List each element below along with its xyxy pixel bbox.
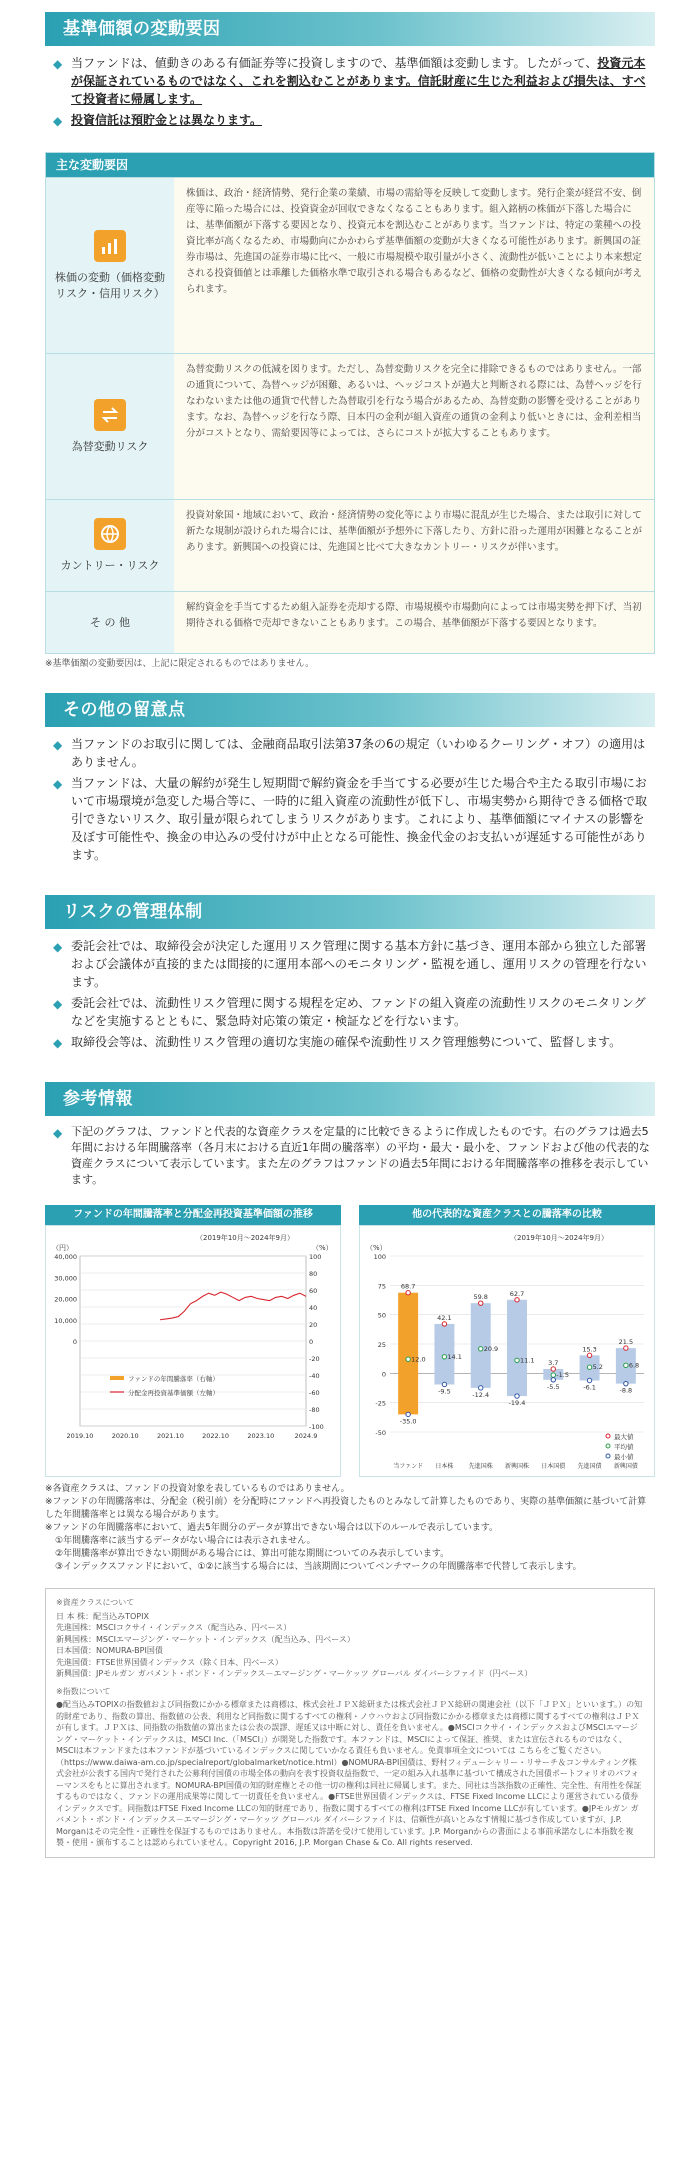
factor-row-country (46, 499, 654, 591)
legend-swatch-returns (110, 1376, 124, 1380)
avg-data-label: -1.5 (556, 1371, 569, 1380)
stock-chart-icon (94, 230, 126, 262)
legend-label: 平均値 (614, 1443, 634, 1452)
volatility-bullet-1 (53, 54, 655, 108)
y-left-tick-label: 40,000 (54, 1253, 77, 1262)
avg-data-label: 6.8 (628, 1361, 640, 1370)
right-chart-svg (360, 1226, 654, 1476)
diamond-icon: ◆ (53, 777, 63, 792)
avg-marker (442, 1355, 446, 1359)
legend-label: 最小値 (614, 1453, 634, 1462)
bullet-emphasis: 投資信託は預貯金とは異なります。 (71, 113, 263, 127)
category-label: 日本国債 (541, 1463, 566, 1471)
x-tick-label: 2023.10 (247, 1432, 275, 1441)
max-marker (515, 1298, 519, 1302)
min-data-label: -12.4 (472, 1390, 490, 1399)
avg-marker (587, 1365, 591, 1369)
footnote: ①年間騰落率に該当するデータがない場合には表示されません。 (55, 1536, 316, 1547)
legend-label-returns: ファンドの年間騰落率（右軸） (128, 1375, 219, 1384)
category-label: 先進国債 (577, 1463, 602, 1471)
bullet-text: 当ファンドは、大量の解約が発生し短期間で解約資金を手当てする必要が生じた場合や主たる取引市場において市場環境が急変した場合等に、一時的に組入資産の流動性が低下し、市場実勢から期待できる価格で取引できないリスク、取引量が限られてしまうリスクがあります。これにより、基準価額にマイナスの影響を及ぼす可能性や、換金の申込みの受付けが中止となる可能性、換金代金のお支払いが遅延する可能性があります。 (71, 776, 648, 863)
y-right-tick-label: 20 (309, 1321, 318, 1330)
assets-title: ※資産クラスについて (56, 1598, 135, 1608)
risk-bullets (45, 929, 655, 1060)
chart-period: （2019年10月〜2024年9月） (196, 1234, 294, 1243)
min-marker (551, 1378, 555, 1382)
avg-marker (406, 1357, 410, 1361)
bullet-emphasis: 投資元本が保証されているものではなく、これを割込むことがあります。信託財産に生じた利益および損失は、すべて投資者に帰属します。 (71, 56, 646, 106)
min-marker (624, 1382, 628, 1386)
max-data-label: 59.8 (473, 1293, 488, 1302)
footnote: ※ファンドの年間騰落率において、過去5年間分のデータが算出できない場合は以下のルールで表示しています。 (45, 1523, 499, 1534)
asset-line: 日 本 株：配当込みTOPIX (56, 1611, 149, 1621)
category-label: 当ファンド (393, 1463, 424, 1471)
legend-marker (606, 1434, 610, 1438)
y-right-tick-label: 40 (309, 1304, 318, 1313)
section-heading-volatility: 基準価額の変動要因 (45, 12, 655, 46)
y-right-unit: （%） (312, 1244, 333, 1253)
factor-row-other (46, 591, 654, 653)
y-right-tick-label: -80 (309, 1406, 320, 1415)
left-chart-svg (46, 1226, 340, 1476)
y-right-tick-label: 60 (309, 1287, 318, 1296)
legend-label: 最大値 (614, 1433, 634, 1442)
factor-row-stock (46, 177, 654, 353)
max-data-label: 21.5 (618, 1338, 634, 1347)
y-left-tick-label: 20,000 (54, 1295, 77, 1304)
other-bullet-1 (53, 735, 655, 771)
diamond-icon: ◆ (53, 57, 63, 71)
y-right-tick-label: -100 (309, 1423, 324, 1432)
index-title: ※指数について (56, 1686, 111, 1696)
exchange-icon (94, 399, 126, 431)
bullet-text: 委託会社では、取締役会が決定した運用リスク管理に関する基本方針に基づき、運用本部から独立した部署および会議体が直接的または間接的に運用本部へのモニタリング・監視を通し、運用リスクの管理を行ないます。 (71, 939, 647, 990)
section-heading-other: その他の留意点 (45, 693, 655, 727)
y-left-tick-label: 30,000 (54, 1274, 77, 1283)
x-tick-label: 2019.10 (66, 1432, 94, 1441)
max-data-label: 3.7 (548, 1359, 559, 1368)
x-tick-label: 2021.10 (156, 1432, 184, 1441)
factors-note: ※基準価額の変動要因は、上記に限定されるものではありません。 (45, 659, 315, 669)
chart-left-box (45, 1225, 341, 1477)
factor-label-cell (46, 178, 174, 353)
reference-footnotes (45, 1483, 655, 1574)
bullet-text: 下記のグラフは、ファンドと代表的な資産クラスを定量的に比較できるように作成したものです。右のグラフは過去5年間における年間騰落率（各月末における直近1年間の騰落率）の平均・最大・最小を、ファンドおよび他の代表的な資産クラスについて表示しています。また左のグラフはファンドの過去5年間における年間騰落率の推移を表示しています。 (71, 1125, 650, 1187)
risk-bullet-1 (53, 937, 655, 991)
avg-marker (479, 1347, 483, 1351)
y-right-tick-label: 80 (309, 1270, 318, 1279)
max-marker (587, 1353, 591, 1357)
max-marker (442, 1322, 446, 1326)
y-right-tick-label: -40 (309, 1372, 320, 1381)
reference-bullet (53, 1124, 655, 1188)
charts-row (45, 1205, 655, 1477)
index-text: ●配当込みTOPIXの指数値および同指数にかかる標章または商標は、株式会社ＪＰＸ総研または株式会社ＪＰＸ総研の関連会社（以下「ＪＰＸ」といいます。）の知的財産であり、指数の算出、指数値の公表、利用など同指数に関するすべての権利・ノウハウおよび同指数にかかる標章または商標に関するすべての権利はＪＰＸが有します。ＪＰＸは、同指数の指数値の算出または公表の誤謬、遅延又は中断に対し、責任を負いません。●MSCIコクサイ・インデックスおよびMSCIエマージング・マーケット・インデックスは、MSCI Inc.（「MSCI」）が開発した指数です。本ファンドは、MSCIによって保証、推奨、または宣伝されるものではなく、MSCIは本ファンドまたは本ファンドが基づいているインデックスに関していかなる責任も負いません。免責事項全文については こちらをご覧ください。（https://www.daiwa-am.co.jp/specialreport/globalmarket/notice.html）●NOMURA-BPI国債は、野村フィデューシャリー・リサーチ＆コンサルティング株式会社が公表する国内で発行された公募利付国債の市場全体の動向を表す投資収益指数で、一定の組み入れ基準に基づいて構成された国債ポートフォリオのパフォーマンスをもとに算出されます。NOMURA-BPI国債の知的財産権とその他一切の権利は同社に帰属します。また、同社は当該指数の正確性、完全性、有用性を保証するものではなく、ファンドの運用成果等に関して一切責任を負いません。●FTSE世界国債インデックスは、FTSE Fixed Income LLCにより運営されている債券インデックスです。同指数はFTSE Fixed Income LLCの知的財産であり、指数に関するすべての権利はFTSE Fixed Income LLCが有しています。●JPモルガン ガバメント・ボンド・インデックス－エマージング・マーケッツ グローバル ダイバーシファイドは、信頼性が高いとみなす情報に基づき作成していますが、J.P. Morganはその完全性・正確性を保証するものではありません。本指数は許諾を受けて使用しています。J.P. Morganからの書面による事前承諾なしに本指数を複製・使用・頒布することは認められていません。Copyright 2016, J.P. Morgan Chase & Co. All rights reserved. (56, 1700, 643, 1848)
avg-marker (624, 1363, 628, 1367)
y-unit: （%） (366, 1244, 387, 1253)
section-reference (45, 1082, 655, 1858)
footnote: ※ファンドの年間騰落率は、分配金（税引前）を分配時にファンドへ再投資したものとみなして計算したものであり、実際の基準価額に基づいて計算した年間騰落率とは異なる場合があります。 (45, 1497, 647, 1521)
chart-right (359, 1205, 655, 1477)
x-tick-label: 2020.10 (111, 1432, 139, 1441)
section-heading-risk: リスクの管理体制 (45, 895, 655, 929)
other-bullet-2 (53, 774, 655, 864)
chart-left-title: ファンドの年間騰落率と分配金再投資基準価額の推移 (45, 1205, 341, 1225)
min-marker (442, 1382, 446, 1386)
y-tick-label: 50 (377, 1311, 386, 1320)
factor-text: 解約資金を手当てするため組入証券を売却する際、市場規模や市場動向によっては市場実勢を押下げ、当初期待される価格で売却できないこともあります。この場合、基準価額が下落する要因となります。 (174, 592, 654, 653)
chart-left (45, 1205, 341, 1477)
chart-right-title: 他の代表的な資産クラスとの騰落率の比較 (359, 1205, 655, 1225)
disclaimer-box (45, 1588, 655, 1858)
max-marker (406, 1291, 410, 1295)
avg-marker (515, 1358, 519, 1362)
avg-data-label: 11.1 (520, 1356, 535, 1365)
legend-marker (606, 1444, 610, 1448)
factor-label-cell (46, 592, 174, 653)
asset-line: 新興国株：MSCIエマージング・マーケット・インデックス（配当込み、円ベース） (56, 1634, 355, 1644)
footnote: ③インデックスファンドにおいて、①②に該当する場合には、当該期間についてベンチマークの年間騰落率で代替して表示します。 (55, 1562, 582, 1573)
y-left-unit: （円） (52, 1244, 73, 1253)
volatility-bullets (45, 46, 655, 138)
factor-label: そ の 他 (90, 615, 130, 629)
reference-intro (45, 1116, 655, 1197)
volatility-bullet-2 (53, 111, 655, 129)
factor-text: 株価は、政治・経済情勢、発行企業の業績、市場の需給等を反映して変動します。発行企業が経営不安、倒産等に陥った場合には、投資資金が回収できなくなることもあります。組入銘柄の株価が下落した場合には、基準価額が下落する要因となり、投資元本を割込むことがあります。当ファンドは、特定の業種への投資比率が高くなるため、市場動向にかかわらず基準価額の変動が大きくなる可能性があります。新興国の証券市場は、先進国の証券市場に比べ、一般に市場規模や取引量が小さく、流動性が低いことにより本来想定される投資価値とは乖離した価格水準で取引される場合もあるなど、価格の変動性が大きくなる傾向が考えられます。 (174, 178, 654, 353)
min-data-label: -35.0 (399, 1417, 417, 1426)
chart-right-box (359, 1225, 655, 1477)
factor-label: 株価の変動（価格変動リスク・信用リスク） (55, 270, 165, 300)
bullet-text: 当ファンドのお取引に関しては、金融商品取引法第37条の6の規定（いわゆるクーリング・オフ）の適用はありません。 (71, 737, 646, 770)
y-left-tick-label: 0 (72, 1338, 77, 1347)
max-data-label: 15.3 (582, 1345, 597, 1354)
category-label: 日本株 (435, 1463, 454, 1471)
max-marker (624, 1346, 628, 1350)
y-tick-label: 25 (377, 1341, 386, 1350)
factor-text: 為替変動リスクの低減を図ります。ただし、為替変動リスクを完全に排除できるものではありません。一部の通貨について、為替ヘッジが困難、あるいは、ヘッジコストが過大と判断される際には、為替ヘッジを行なわないまたは他の通貨で代替した為替取引を行なう場合があるため、為替変動の影響を受けることがあります。なお、為替ヘッジを行なう際、日本円の金利が組入資産の通貨の金利より低いときには、金利差相当分がコストとなり、需給要因等によっては、さらにコストが拡大することもあります。 (174, 354, 654, 499)
diamond-icon: ◆ (53, 1036, 63, 1051)
section-heading-reference: 参考情報 (45, 1082, 655, 1116)
factor-row-fx (46, 353, 654, 499)
min-data-label: -5.5 (546, 1382, 560, 1391)
footnote: ②年間騰落率が算出できない期間がある場合には、算出可能な期間についてのみ表示しています。 (55, 1549, 450, 1560)
x-tick-label: 2024.9 (294, 1432, 318, 1441)
category-label: 先進国株 (468, 1463, 493, 1471)
y-right-tick-label: -60 (309, 1389, 320, 1398)
diamond-icon: ◆ (53, 997, 63, 1012)
asset-line: 先進国株：MSCIコクサイ・インデックス（配当込み、円ベース） (56, 1623, 292, 1633)
factor-label: 為替変動リスク (71, 439, 149, 453)
min-marker (515, 1394, 519, 1398)
factors-table-title: 主な変動要因 (46, 153, 654, 177)
bullet-text: 委託会社では、流動性リスク管理に関する規程を定め、ファンドの組入資産の流動性リスクのモニタリングなどを実施するとともに、緊急時対応策の策定・検証などを行ないます。 (71, 996, 646, 1029)
footnote: ※各資産クラスは、ファンドの投資対象を表しているものではありません。 (45, 1484, 350, 1495)
avg-data-label: 5.2 (592, 1363, 603, 1372)
factor-text: 投資対象国・地域において、政治・経済情勢の変化等により市場に混乱が生じた場合、または取引に対して新たな規制が設けられた場合には、基準価額が予想外に下落したり、方針に沿った運用が困難となることがあります。新興国への投資には、先進国と比べて大きなカントリー・リスクが伴います。 (174, 500, 654, 591)
min-marker (587, 1378, 591, 1382)
factor-label-cell (46, 354, 174, 499)
max-marker (551, 1367, 555, 1371)
category-label: 新興国債 (613, 1463, 638, 1471)
avg-data-label: 14.1 (447, 1352, 462, 1361)
diamond-icon: ◆ (53, 114, 63, 128)
avg-marker (551, 1373, 555, 1377)
min-data-label: -6.1 (583, 1383, 596, 1392)
min-data-label: -9.5 (438, 1387, 451, 1396)
section-risk (45, 895, 655, 1060)
factors-table (45, 152, 655, 654)
range-bar (398, 1293, 418, 1415)
legend-label-nav: 分配金再投資基準価額（左軸） (128, 1389, 219, 1398)
factor-label-cell (46, 500, 174, 591)
min-marker (479, 1386, 483, 1390)
max-data-label: 68.7 (400, 1282, 416, 1291)
min-data-label: -8.8 (619, 1386, 633, 1395)
max-marker (479, 1301, 483, 1305)
category-label: 新興国株 (504, 1463, 530, 1471)
y-tick-label: -25 (375, 1399, 386, 1408)
section-other (45, 693, 655, 873)
y-tick-label: 75 (377, 1282, 386, 1291)
legend-marker (606, 1454, 610, 1458)
diamond-icon: ◆ (53, 940, 63, 955)
factor-label: カントリー・リスク (60, 558, 160, 572)
min-marker (406, 1412, 410, 1416)
bullet-text: 当ファンドは、値動きのある有価証券等に投資しますので、基準価額は変動します。したがって、 (71, 56, 598, 70)
max-data-label: 42.1 (437, 1313, 452, 1322)
chart-period: （2019年10月〜2024年9月） (510, 1234, 608, 1243)
asset-line: 日本国債：NOMURA-BPI国債 (56, 1646, 163, 1656)
risk-bullet-3 (53, 1033, 655, 1051)
other-bullets (45, 727, 655, 873)
globe-icon (94, 518, 126, 550)
nav-line (160, 1292, 306, 1320)
y-tick-label: 100 (373, 1253, 386, 1262)
y-right-tick-label: 0 (309, 1338, 314, 1347)
asset-line: 先進国債：FTSE世界国債インデックス（除く日本、円ベース） (56, 1657, 283, 1667)
y-tick-label: -50 (375, 1429, 386, 1438)
bullet-text: 取締役会等は、流動性リスク管理の適切な実施の確保や流動性リスク管理態勢について、監督します。 (71, 1035, 622, 1050)
asset-line: 新興国債：JPモルガン ガバメント・ボンド・インデックス－エマージング・マーケッツ グローバル ダイバーシファイド（円ベース） (56, 1669, 533, 1679)
y-left-tick-label: 10,000 (54, 1316, 77, 1325)
avg-data-label: 20.9 (483, 1344, 499, 1353)
diamond-icon: ◆ (53, 738, 63, 753)
range-bar (507, 1300, 527, 1396)
y-tick-label: 0 (381, 1370, 386, 1379)
diamond-icon: ◆ (53, 1126, 63, 1141)
avg-data-label: 12.0 (411, 1355, 426, 1364)
risk-bullet-2 (53, 994, 655, 1030)
y-right-tick-label: -20 (309, 1355, 320, 1364)
x-tick-label: 2022.10 (202, 1432, 230, 1441)
min-data-label: -19.4 (508, 1399, 526, 1408)
y-right-tick-label: 100 (309, 1253, 322, 1262)
max-data-label: 62.7 (509, 1289, 525, 1298)
